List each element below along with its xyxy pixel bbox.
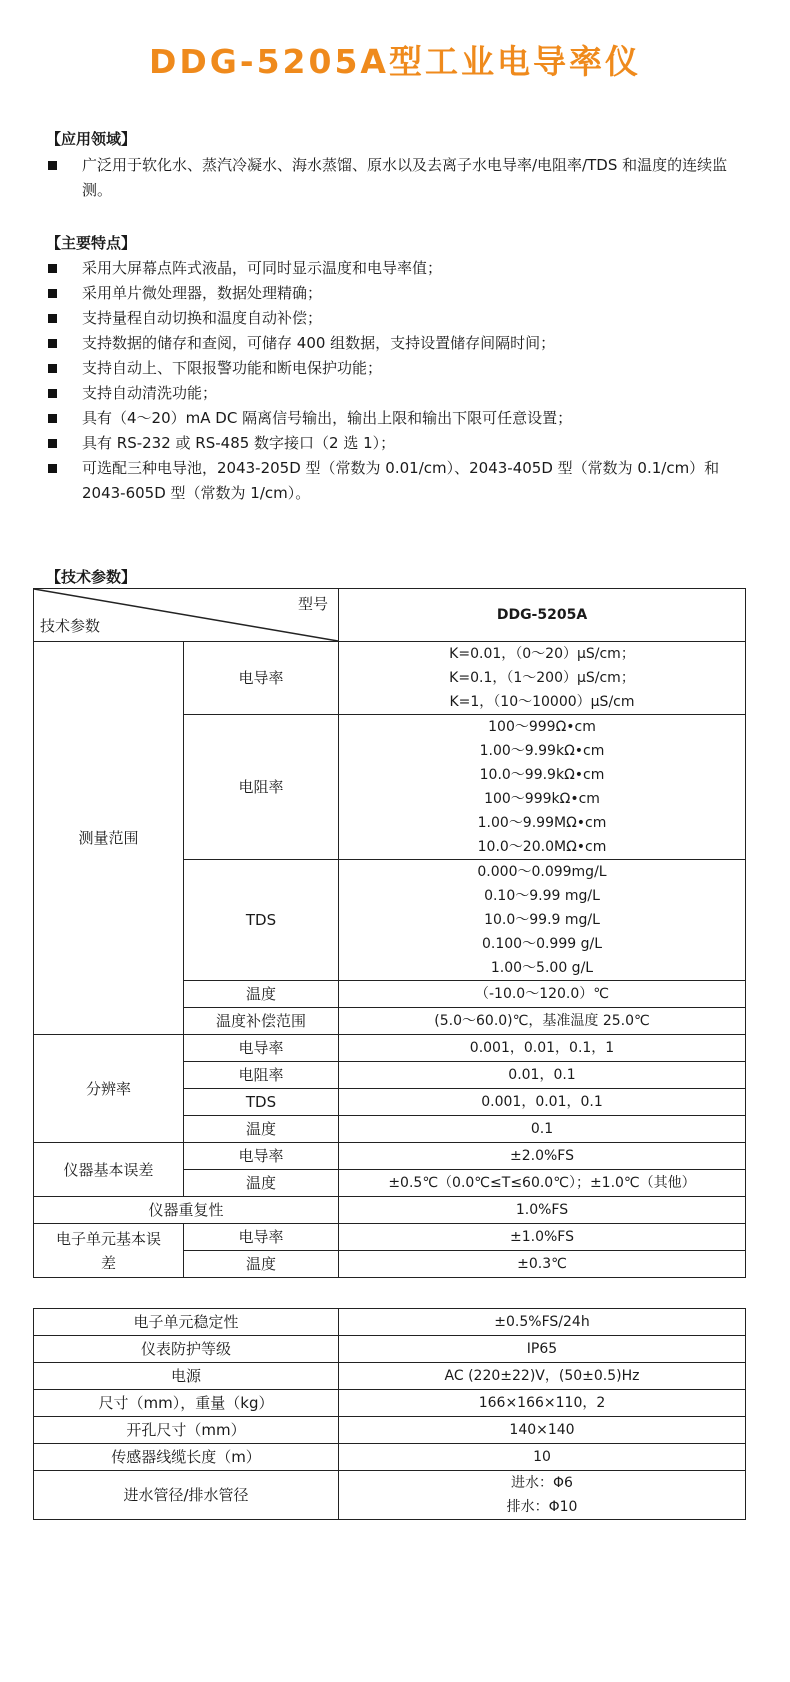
param-header-label: 技术参数	[40, 617, 101, 635]
table-row	[34, 1224, 746, 1251]
res-resistivity-label: 电阻率	[184, 1062, 339, 1089]
pipe-values: 进水：Φ6 排水：Φ10	[339, 1471, 746, 1520]
specs-heading: 【技术参数】	[46, 568, 137, 586]
table-row	[34, 589, 746, 642]
power-value: AC (220±22)V，(50±0.5)Hz	[339, 1363, 746, 1390]
res-temperature-value: 0.1	[339, 1116, 746, 1143]
list-item: 采用大屏幕点阵式液晶，可同时显示温度和电导率值；	[46, 256, 751, 281]
tds-label: TDS	[184, 860, 339, 981]
list-item: 支持数据的储存和查阅，可储存 400 组数据，支持设置储存间隔时间；	[46, 331, 751, 356]
unit-err-temperature-label: 温度	[184, 1251, 339, 1278]
bullet-square-icon	[48, 264, 57, 273]
bullet-square-icon	[48, 389, 57, 398]
spec-table	[33, 588, 746, 1278]
unit-error-cell: 电子单元基本误 差	[34, 1224, 184, 1278]
unit-err-conductivity-label: 电导率	[184, 1224, 339, 1251]
list-item: 支持量程自动切换和温度自动补偿；	[46, 306, 751, 331]
model-header-label: 型号	[297, 595, 328, 613]
res-temperature-label: 温度	[184, 1116, 339, 1143]
page-title: DDG-5205A型工业电导率仪	[149, 42, 641, 81]
tds-values: 0.000～0.099mg/L 0.10～9.99 mg/L 10.0～99.9 mg/L 0.100～0.999 g/L 1.00～5.00 g/L	[339, 860, 746, 981]
temp-comp-label: 温度补偿范围	[184, 1008, 339, 1035]
basic-error-cell: 仪器基本误差	[34, 1143, 184, 1197]
table-row	[34, 1309, 746, 1336]
list-item: 支持自动上、下限报警功能和断电保护功能；	[46, 356, 751, 381]
table-row	[34, 1363, 746, 1390]
unit-err-temperature-value: ±0.3℃	[339, 1251, 746, 1278]
bullet-square-icon	[48, 161, 57, 170]
application-list	[46, 153, 751, 203]
err-conductivity-value: ±2.0%FS	[339, 1143, 746, 1170]
stability-value: ±0.5%FS/24h	[339, 1309, 746, 1336]
unit-err-conductivity-value: ±1.0%FS	[339, 1224, 746, 1251]
pipe-label: 进水管径/排水管径	[34, 1471, 339, 1520]
bullet-square-icon	[48, 339, 57, 348]
list-item: 可选配三种电导池，2043-205D 型（常数为 0.01/cm）、2043-405D 型（常数为 0.1/cm）和 2043-605D 型（常数为 1/cm）。	[46, 456, 751, 506]
repeatability-value: 1.0%FS	[339, 1197, 746, 1224]
diagonal-header-cell	[34, 589, 339, 642]
cable-length-value: 10	[339, 1444, 746, 1471]
res-tds-label: TDS	[184, 1089, 339, 1116]
measure-range-cell: 测量范围	[34, 642, 184, 1035]
table-row	[34, 1197, 746, 1224]
table-row	[34, 1035, 746, 1062]
res-tds-value: 0.001，0.01，0.1	[339, 1089, 746, 1116]
spec-table-2	[33, 1308, 746, 1520]
conductivity-values: K=0.01，（0～20）μS/cm； K=0.1，（1～200）μS/cm； K=1，（10～10000）μS/cm	[339, 642, 746, 715]
table-row	[34, 1143, 746, 1170]
stability-label: 电子单元稳定性	[34, 1309, 339, 1336]
table-row	[34, 1444, 746, 1471]
table-row	[34, 1471, 746, 1520]
cutout-value: 140×140	[339, 1417, 746, 1444]
err-temperature-label: 温度	[184, 1170, 339, 1197]
size-weight-label: 尺寸（mm），重量（kg）	[34, 1390, 339, 1417]
res-conductivity-label: 电导率	[184, 1035, 339, 1062]
bullet-square-icon	[48, 464, 57, 473]
list-item: 支持自动清洗功能；	[46, 381, 751, 406]
temperature-label: 温度	[184, 981, 339, 1008]
table-row	[34, 1390, 746, 1417]
bullet-square-icon	[48, 364, 57, 373]
table-row	[34, 1336, 746, 1363]
power-label: 电源	[34, 1363, 339, 1390]
application-heading: 【应用领域】	[46, 130, 137, 148]
resistivity-label: 电阻率	[184, 715, 339, 860]
res-resistivity-value: 0.01，0.1	[339, 1062, 746, 1089]
err-temperature-value: ±0.5℃（0.0℃≤T≤60.0℃）；±1.0℃（其他）	[339, 1170, 746, 1197]
resolution-cell: 分辨率	[34, 1035, 184, 1143]
list-item: 广泛用于软化水、蒸汽冷凝水、海水蒸馏、原水以及去离子水电导率/电阻率/TDS 和温度的连续监测。	[46, 153, 751, 203]
repeatability-label: 仪器重复性	[34, 1197, 339, 1224]
table-row	[34, 1417, 746, 1444]
protection-label: 仪表防护等级	[34, 1336, 339, 1363]
list-item: 采用单片微处理器，数据处理精确；	[46, 281, 751, 306]
conductivity-label: 电导率	[184, 642, 339, 715]
size-weight-value: 166×166×110，2	[339, 1390, 746, 1417]
list-item: 具有 RS-232 或 RS-485 数字接口（2 选 1）；	[46, 431, 751, 456]
err-conductivity-label: 电导率	[184, 1143, 339, 1170]
protection-value: IP65	[339, 1336, 746, 1363]
res-conductivity-value: 0.001，0.01，0.1，1	[339, 1035, 746, 1062]
cutout-label: 开孔尺寸（mm）	[34, 1417, 339, 1444]
features-list	[46, 256, 751, 506]
resistivity-values: 100～999Ω•cm 1.00～9.99kΩ•cm 10.0～99.9kΩ•cm 100～999kΩ•cm 1.00～9.99MΩ•cm 10.0～20.0MΩ•cm	[339, 715, 746, 860]
temp-comp-value: (5.0～60.0)℃，基准温度 25.0℃	[339, 1008, 746, 1035]
bullet-square-icon	[48, 439, 57, 448]
bullet-square-icon	[48, 314, 57, 323]
table-row	[34, 642, 746, 715]
model-cell: DDG-5205A	[339, 589, 746, 642]
temperature-value: （-10.0～120.0）℃	[339, 981, 746, 1008]
cable-length-label: 传感器线缆长度（m）	[34, 1444, 339, 1471]
list-item: 具有（4～20）mA DC 隔离信号输出，输出上限和输出下限可任意设置；	[46, 406, 751, 431]
bullet-square-icon	[48, 414, 57, 423]
features-heading: 【主要特点】	[46, 234, 137, 252]
bullet-square-icon	[48, 289, 57, 298]
